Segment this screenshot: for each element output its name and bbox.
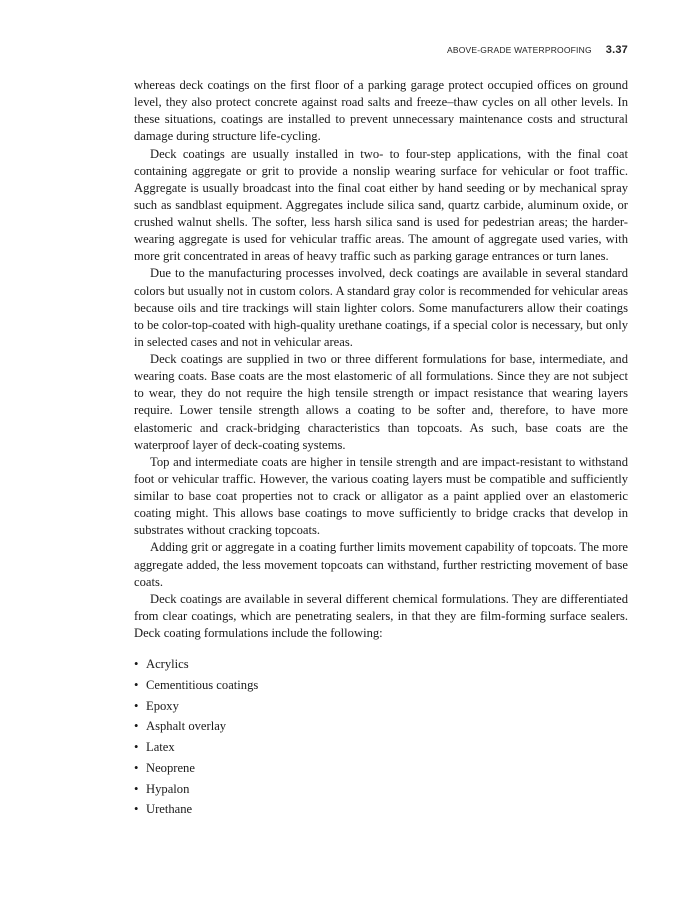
list-item: [134, 781, 628, 802]
list-item: [134, 739, 628, 760]
list-item-text: Urethane: [146, 802, 193, 817]
list-item: [134, 677, 628, 698]
list-item-text: Latex: [146, 740, 175, 754]
list-item-text: Neoprene: [146, 760, 195, 775]
paragraph: Deck coatings are available in several different chemical formulations. They are differentiated from clear coatings, which are penetrating sealers, in that they are film-forming surface sealers. Deck coating formulations include the following:: [134, 591, 628, 640]
bullet-icon: •: [134, 719, 139, 734]
list-item: [134, 698, 628, 719]
list-item-text: Hypalon: [146, 781, 190, 796]
paragraph: Deck coatings are usually installed in two- to four-step applications, with the final coat containing aggregate or grit to provide a nonslip wearing surface for vehicular or foot traffic. Aggregate is usually broadcast into the final coat either by hand seeding or by mechanical spray such as sandblast equipment. Aggregates include silica sand, quartz carbide, aluminum oxide, or crushed walnut shells. The softer, less harsh silica sand is used for pedestrian areas; the harder-wearing aggregate is used for vehicular traffic areas. The amount of aggregate used varies, with more grit concentrated in areas of heavy traffic such as parking garage entrances or turn lanes.: [134, 146, 628, 264]
list-item-text: Acrylics: [146, 657, 189, 671]
bullet-icon: •: [134, 760, 139, 775]
list-item-text: Epoxy: [146, 698, 179, 713]
list-item: [134, 760, 628, 781]
bullet-icon: •: [134, 740, 139, 754]
paragraph: Deck coatings are supplied in two or three different formulations for base, intermediate, and wearing coats. Base coats are the most elastomeric of all formulations. Since they are not subject to wear, they do not require the high tensile strength or impact resistance that wearing layers require. Lower tensile strength allows a coating to be softer and, therefore, to have more elastomeric and crack-bridging characteristics than topcoats. As such, base coats are the waterproof layer of deck-coating systems.: [134, 352, 628, 452]
bullet-icon: •: [134, 698, 139, 713]
bullet-icon: •: [134, 657, 139, 671]
list-item-text: Asphalt overlay: [146, 719, 227, 734]
bullet-icon: •: [134, 677, 139, 692]
bullet-icon: •: [134, 802, 139, 817]
bullet-icon: •: [134, 781, 139, 796]
list-item: [134, 801, 628, 822]
running-title: ABOVE-GRADE WATERPROOFING: [446, 45, 592, 55]
paragraph: whereas deck coatings on the first floor of a parking garage protect occupied offices on ground level, they also protect concrete against road salts and freeze–thaw cycles on all other levels. In these situations, coatings are installed to prevent unnecessary maintenance costs and structural damage during structure life-cycling.: [134, 78, 628, 144]
list-item-text: Cementitious coatings: [146, 677, 259, 692]
list-item: [134, 718, 628, 739]
page-number: 3.37: [605, 44, 628, 56]
paragraph: Top and intermediate coats are higher in tensile strength and are impact-resistant to withstand foot or vehicular traffic. However, the various coating layers must be compatible and sufficiently similar to base coat properties not to crack or alligator as a paint applied over an elastomeric coating might. This allows base coatings to move sufficiently to bridge cracks that develop in substrates without cracking topcoats.: [134, 454, 628, 538]
running-header: [134, 44, 628, 56]
list-item: [134, 656, 628, 677]
paragraph: Adding grit or aggregate in a coating further limits movement capability of topcoats. The more aggregate added, the less movement topcoats can withstand, further restricting movement of base coats.: [134, 540, 628, 589]
formulation-list: [134, 656, 628, 822]
body-text: [134, 77, 628, 642]
paragraph: Due to the manufacturing processes involved, deck coatings are available in several standard colors but usually not in custom colors. A standard gray color is recommended for vehicular areas because oils and tire trackings will stain lighter colors. Some manufacturers allow their coatings to be color-top-coated with high-quality urethane coatings, if a special color is necessary, but only in selected cases and not in vehicular areas.: [134, 266, 628, 349]
